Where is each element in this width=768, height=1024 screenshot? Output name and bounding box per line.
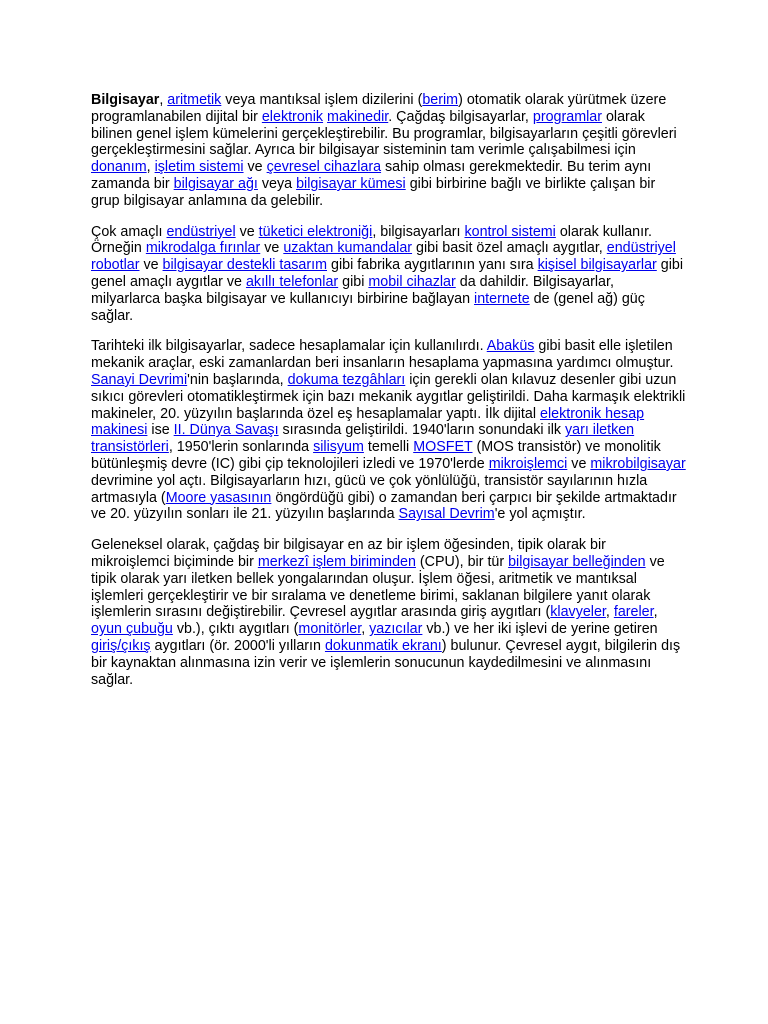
link-fareler[interactable]: fareler [613,604,654,621]
paragraph-2 [91,224,686,325]
link-bilgisayar-destekli-tasarim[interactable]: bilgisayar destekli tasarım [162,257,328,274]
text-run: ve [235,223,259,240]
paragraph-1 [91,92,686,210]
text-run: sahip olması gerekmektedir. Bu terim aynı zamanda bir [91,159,652,192]
text-run: ) bulunur. Çevresel aygıt, bilgilerin dış bir kaynaktan alınmasına izin verir ve işlemlerin sonucunun kaydedilmesini ve alınmasını sağlar. [91,637,681,688]
text-run: ve tipik olarak yarı iletken bellek yongalarından oluşur. İşlem öğesi, aritmetik ve mantıksal işlemleri gerçekleştirir ve bir sıralama ve denetleme birimi, saklanan bilgilere yanıt olarak işlemlerin sırasını değiştirebilir. Çevresel aygıtlar arasında giriş aygıtları ( [91,553,665,621]
link-monitorler[interactable]: monitörler [298,621,362,638]
term-title: Bilgisayar [91,92,160,108]
paragraph-3 [91,338,686,523]
text-run: , bilgisayarları [372,223,465,240]
text-run: Çok amaçlı [91,223,167,240]
link-mikroislemci[interactable]: mikroişlemci [488,455,568,472]
text-run: ) otomatik olarak yürütmek üzere programlanabilen dijital bir [91,92,667,125]
link-sayisal-devrim[interactable]: Sayısal Devrim [398,506,495,523]
text-run: , 1950'lerin sonlarında [168,439,314,456]
text-run: gibi fabrika aygıtlarının yanı sıra [327,257,538,274]
text-run: , [605,604,614,621]
link-silisyum[interactable]: silisyum [313,439,364,456]
link-yari-iletken[interactable]: yarı iletken [565,422,635,439]
link-transistorleri[interactable]: transistörleri [91,439,169,456]
text-run: , [361,621,370,638]
text-run: vb.) ve her iki işlevi de yerine getiren [422,621,658,638]
text-run: gibi [338,273,369,290]
text-run: olarak kullanır. Örneğin [91,223,653,257]
text-run: . Çağdaş bilgisayarlar, [388,108,533,125]
link-elektronik-hesap-makinesi[interactable]: elektronik hesap makinesi [91,405,645,439]
link-sanayi-devrimi[interactable]: Sanayi Devrimi [91,371,188,388]
link-kisisel-bilgisayarlar[interactable]: kişisel bilgisayarlar [537,257,657,274]
link-moore-yasasinin[interactable]: Moore yasasının [165,489,272,506]
link-klavyeler[interactable]: klavyeler [550,604,606,621]
text-run: Tarihteki ilk bilgisayarlar, sadece hesaplamalar için kullanılırdı. [91,338,487,355]
link-ii-dunya-savasi[interactable]: II. Dünya Savaşı [173,422,279,439]
text-run: , [159,92,168,108]
link-giris-cikis[interactable]: giriş/çıkış [91,637,151,654]
link-uzaktan-kumandalar[interactable]: uzaktan kumandalar [283,240,413,257]
text-run: aygıtları (ör. 2000'li yılların [150,637,325,654]
text-run: Geleneksel olarak, çağdaş bir bilgisayar en az bir işlem öğesinden, tipik olarak bir mikroişlemci biçiminde bir [91,537,606,570]
text-run: da dahildir. Bilgisayarlar, milyarlarca başka bilgisayar ve kullanıcıyı birbirine bağlayan [91,273,614,307]
link-mosfet[interactable]: MOSFET [413,439,473,456]
text-run: devrimine yol açtı. Bilgisayarların hızı, gücü ve çok yönlülüğü, transistör sayılarının hızla artmasıyla ( [91,472,648,506]
link-donanim[interactable]: donanım [91,159,147,176]
text-run: için gerekli olan kılavuz desenler gibi uzun sıkıcı görevleri otomatikleştirmek için bazı mekanik aygıtlar geliştirildi. Daha karmaşık elektrikli makineler, 20. yüzyılın başlarında özel eş hesaplamalar yaptı. İlk dijital [91,371,686,422]
link-oyun-cubugu[interactable]: oyun çubuğu [91,621,173,638]
link-bilgisayar-kumesi[interactable]: bilgisayar kümesi [296,175,406,192]
text-run: temelli [363,439,414,456]
text-run: (CPU), bir tür [415,553,509,570]
text-run: ve [567,455,591,472]
link-mikrodalga-firinlar[interactable]: mikrodalga fırınlar [145,240,261,257]
text-run: , [653,604,658,621]
text-run: ve [260,240,284,257]
text-run: 'e yol açmıştır. [494,506,586,523]
text-run: gibi birbirine bağlı ve birlikte çalışan bir grup bilgisayar anlamına da gelebilir. [91,175,656,209]
link-merkezi-islem-biriminden[interactable]: merkezî işlem biriminden [257,553,416,570]
text-run: ise [147,422,174,439]
link-cevresel-cihazlara[interactable]: çevresel cihazlara [266,159,382,176]
link-mobil-cihazlar[interactable]: mobil cihazlar [368,273,456,290]
link-elektronik[interactable]: elektronik [261,108,324,125]
link-dokunmatik-ekrani[interactable]: dokunmatik ekranı [324,637,442,654]
link-tuketici-elektronigi[interactable]: tüketici elektroniği [258,223,373,240]
link-kontrol-sistemi[interactable]: kontrol sistemi [464,223,556,240]
text-run: sırasında geliştirildi. 1940'ların sonundaki ilk [278,422,565,439]
link-abakus[interactable]: Abaküs [486,338,535,355]
link-yazicilar[interactable]: yazıcılar [369,621,423,638]
text-run: veya [257,175,297,192]
text-run: ve [243,159,267,176]
link-aritmetik[interactable]: aritmetik [167,92,222,108]
text-run: vb.), çıktı aygıtları ( [172,621,299,638]
document-body [91,92,686,702]
text-run: ve [139,257,163,274]
text-run: (MOS transistör) ve monolitik bütünleşmiş devre (IC) gibi çip teknolojileri izledi ve 1970'lerde [91,439,661,472]
text-run: olarak bilinen genel işlem kümelerini gerçekleştirebilir. Bu programlar, bilgisayarların çeşitli görevleri gerçekleştirmesini sağlar. Ayrıca bir bilgisayar sisteminin tam verimle çalışabilmesi için [91,108,677,159]
link-bilgisayar-belleginden[interactable]: bilgisayar belleğinden [508,553,646,570]
link-internete[interactable]: internete [474,290,530,307]
text-run: gibi basit özel amaçlı aygıtlar, [412,240,607,257]
link-bilgisayar-agi[interactable]: bilgisayar ağı [173,175,258,192]
text-run: veya mantıksal işlem dizilerini ( [221,92,423,108]
link-mikrobilgisayar[interactable]: mikrobilgisayar [590,455,686,472]
text-run: gibi basit elle işletilen mekanik araçlar, eski zamanlardan beri insanların hesaplama yapmasına yardımcı olmuştur. [91,338,674,372]
link-akilli-telefonlar[interactable]: akıllı telefonlar [245,273,339,290]
link-endustriyel-robotlar[interactable]: endüstriyel robotlar [91,240,676,274]
link-endustriyel[interactable]: endüstriyel [166,223,236,240]
text-run: gibi genel amaçlı aygıtlar ve [91,257,684,290]
link-programlar[interactable]: programlar [532,108,602,125]
link-berim[interactable]: berim [422,92,459,108]
text-run: de (genel ağ) güç sağlar. [91,290,645,324]
text-run: 'nin başlarında, [187,371,288,388]
link-makinedir[interactable]: makinedir [327,108,389,125]
paragraph-4 [91,537,686,688]
text-run: , [146,159,155,176]
link-dokuma-tezgahlari[interactable]: dokuma tezgâhları [287,371,406,388]
text-run: öngördüğü gibi) o zamandan beri çarpıcı bir şekilde artmaktadır ve 20. yüzyılın sonları ile 21. yüzyılın başlarında [91,489,677,523]
link-isletim-sistemi[interactable]: işletim sistemi [154,159,244,176]
